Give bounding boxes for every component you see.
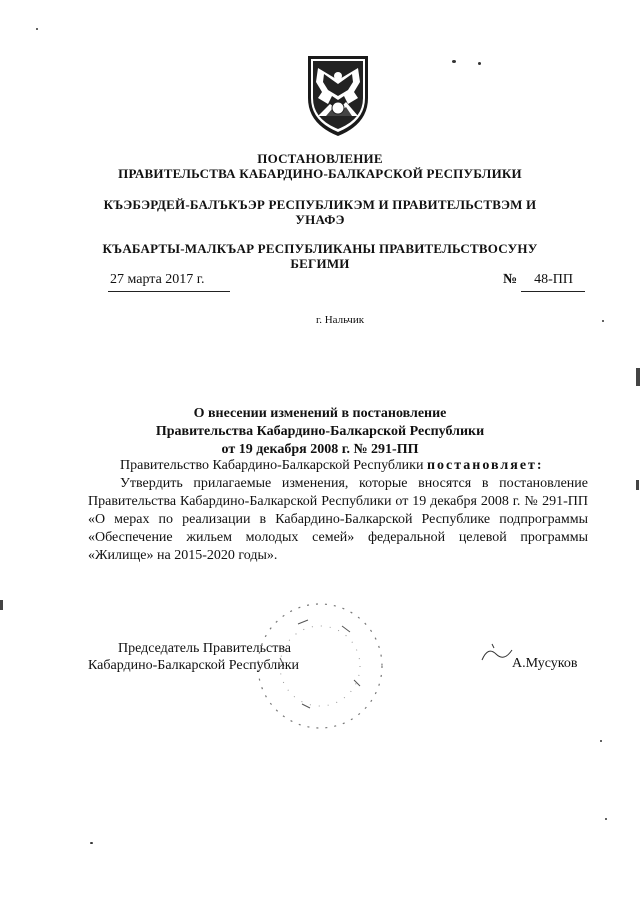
intro-text: Правительство Кабардино-Балкарской Республики (120, 458, 424, 473)
intro-verb: постановляет: (426, 458, 544, 473)
subject-line1: О внесении изменений в постановление (193, 406, 447, 421)
scan-speck (600, 740, 602, 742)
government-name-kbd-line1: КЪЭБЭРДЕЙ-БАЛЪКЪЭР РЕСПУБЛИКЭМ И ПРАВИТЕЛЬСТВЭМ И (103, 197, 537, 212)
scan-speck (452, 60, 456, 63)
number-underline (521, 291, 585, 292)
scan-speck (90, 842, 93, 844)
signatory-position-line1: Председатель Правительства (118, 641, 291, 656)
government-name-ru: ПРАВИТЕЛЬСТВА КАБАРДИНО-БАЛКАРСКОЙ РЕСПУБЛИКИ (118, 166, 522, 181)
edge-mark (636, 480, 639, 490)
government-name-krc-line2: БЕГИМИ (290, 256, 350, 271)
body-intro (88, 457, 588, 475)
number-value: 48-ПП (534, 272, 573, 287)
scan-speck (605, 818, 607, 820)
government-name-kbd-line2: УНАФЭ (295, 212, 345, 227)
scan-speck (478, 62, 481, 65)
number-label: № (503, 272, 518, 287)
scan-speck (36, 28, 38, 30)
document-title: ПОСТАНОВЛЕНИЕ (257, 151, 383, 166)
signatory-name: А.Мусуков (512, 656, 578, 671)
subject-line2: Правительства Кабардино-Балкарской Республики (155, 424, 485, 439)
coat-of-arms-eagle-icon (302, 52, 374, 138)
document-date: 27 марта 2017 г. (110, 272, 205, 287)
government-name-krc-line1: КЪАБАРТЫ-МАЛКЪАР РЕСПУБЛИКАНЫ ПРАВИТЕЛЬСТВОСУНУ (102, 241, 538, 256)
body-paragraph: Утвердить прилагаемые изменения, которые вносятся в постановление Правительства Кабардино-Балкарской Республики от 19 декабря 2008 г. № 291-ПП «О мерах по реализации в Кабардино-Балкарской Республике подпрограммы «Обеспечение жильем молодых семей» федеральной целевой программы «Жилище» на 2015-2020 годы». (88, 476, 588, 563)
subject-line3: от 19 декабря 2008 г. № 291-ПП (221, 442, 419, 457)
edge-mark (0, 600, 3, 610)
signatory-position-line2: Кабардино-Балкарской Республики (88, 658, 299, 673)
date-underline (108, 291, 230, 292)
edge-mark (636, 368, 640, 386)
city-name: г. Нальчик (315, 314, 365, 326)
handwritten-signature (478, 640, 518, 670)
document-number (503, 272, 573, 288)
